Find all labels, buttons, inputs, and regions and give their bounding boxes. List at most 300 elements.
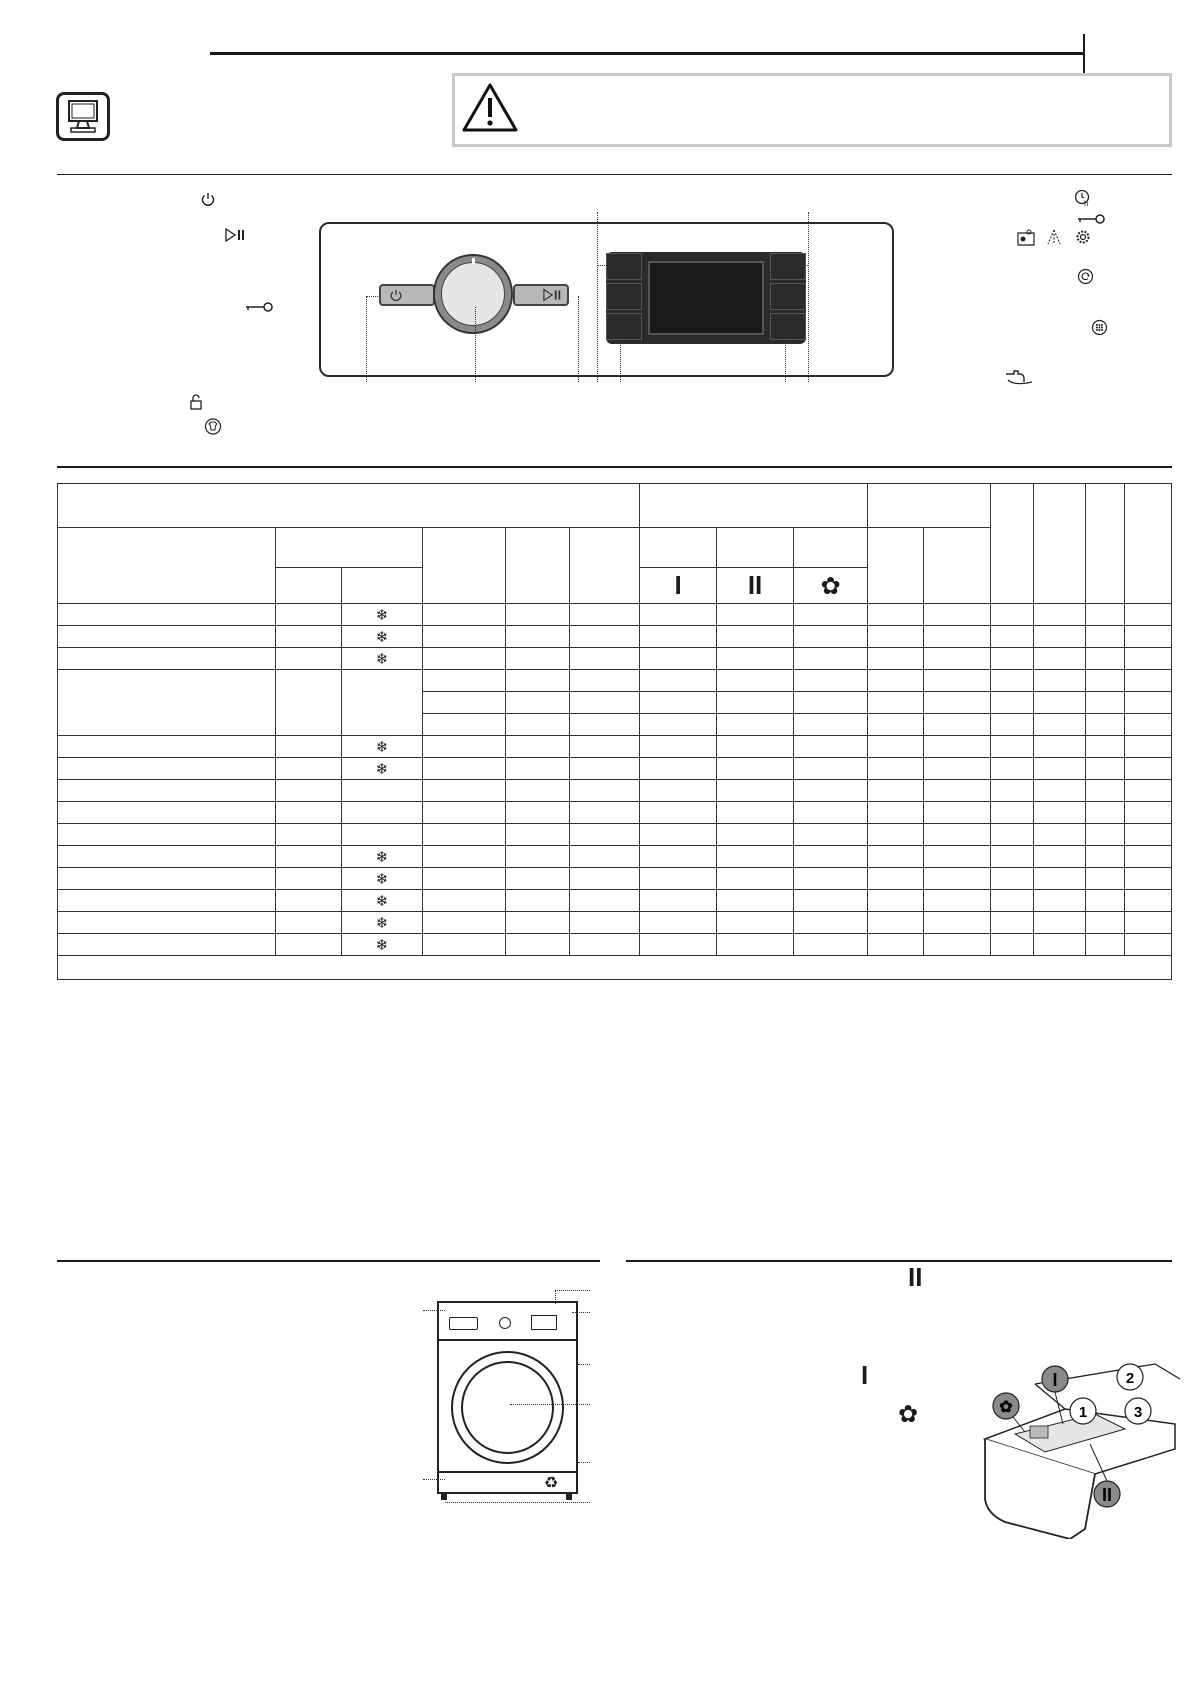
table-cell: ❄ — [342, 736, 423, 758]
table-cell — [1125, 714, 1172, 736]
table-cell — [640, 648, 717, 670]
table-cell — [794, 692, 868, 714]
table-cell — [794, 890, 868, 912]
table-header-cell — [1086, 484, 1125, 604]
machine-display — [531, 1315, 557, 1330]
table-cell — [640, 758, 717, 780]
table-cell — [570, 846, 640, 868]
table-cell — [868, 934, 924, 956]
table-cell — [1086, 714, 1125, 736]
table-cell — [342, 802, 423, 824]
table-cell — [868, 802, 924, 824]
table-cell — [342, 780, 423, 802]
leader-line — [445, 1502, 590, 1503]
table-cell — [868, 846, 924, 868]
table-cell — [1086, 758, 1125, 780]
delay-timer-icon — [1074, 189, 1092, 207]
table-cell — [1034, 604, 1086, 626]
table-cell — [868, 758, 924, 780]
table-cell — [570, 736, 640, 758]
table-cell — [717, 846, 794, 868]
table-cell — [794, 780, 868, 802]
leader-line — [510, 1404, 590, 1405]
table-cell — [570, 692, 640, 714]
table-header-cell — [1125, 484, 1172, 604]
table-cell — [794, 934, 868, 956]
leader-line — [578, 1364, 590, 1365]
table-cell — [868, 868, 924, 890]
table-header-cell — [58, 484, 640, 528]
leader-line — [366, 296, 367, 382]
table-cell — [924, 934, 991, 956]
warning-triangle-icon — [461, 82, 519, 134]
drawer-callout-num-2: 2 — [1125, 1370, 1135, 1387]
leader-line — [800, 265, 808, 266]
program-name-cell — [58, 802, 276, 824]
table-cell — [423, 626, 506, 648]
table-cell: ❄ — [342, 912, 423, 934]
table-cell: ❄ — [342, 626, 423, 648]
table-cell — [570, 802, 640, 824]
table-cell — [1034, 758, 1086, 780]
table-cell — [717, 824, 794, 846]
table-cell — [506, 846, 570, 868]
table-cell — [506, 780, 570, 802]
table-cell — [423, 670, 506, 692]
table-cell — [640, 626, 717, 648]
leader-line — [597, 265, 607, 266]
table-cell — [794, 648, 868, 670]
table-header-cell — [570, 528, 640, 604]
table-cell — [1086, 736, 1125, 758]
leader-line — [572, 1312, 590, 1313]
table-cell — [570, 758, 640, 780]
table-cell — [1086, 670, 1125, 692]
table-cell — [1086, 626, 1125, 648]
door-glass — [461, 1361, 554, 1454]
table-cell — [640, 802, 717, 824]
table-cell: ❄ — [342, 604, 423, 626]
program-name-cell — [58, 846, 276, 868]
table-header-cell — [924, 528, 991, 604]
key-icon — [245, 301, 273, 313]
program-name-cell — [58, 890, 276, 912]
compartment-header-1: I — [640, 568, 717, 604]
stain-icon — [1016, 229, 1036, 246]
drawer-callout-2: II — [1101, 1485, 1113, 1505]
label-compartment-1: I — [861, 1360, 869, 1390]
program-name-cell — [58, 604, 276, 626]
table-cell — [924, 604, 991, 626]
table-cell — [717, 714, 794, 736]
table-cell — [991, 934, 1034, 956]
table-cell — [276, 648, 342, 670]
display-button-right-3[interactable] — [770, 313, 806, 340]
table-cell — [991, 802, 1034, 824]
machine-door — [451, 1351, 564, 1464]
leader-line — [808, 212, 809, 382]
table-cell — [991, 604, 1034, 626]
table-header-cell — [342, 568, 423, 604]
leader-line — [785, 340, 786, 382]
shirt-refresh-icon — [204, 418, 222, 435]
table-footer-row — [58, 956, 1172, 980]
section-rule-2 — [57, 466, 1172, 468]
table-cell — [570, 626, 640, 648]
table-cell — [570, 670, 640, 692]
table-cell — [342, 670, 423, 736]
program-name-cell — [58, 736, 276, 758]
table-cell — [276, 626, 342, 648]
table-cell — [276, 802, 342, 824]
power-icon — [200, 191, 216, 207]
table-cell — [506, 890, 570, 912]
table-cell — [423, 824, 506, 846]
table-cell — [1034, 934, 1086, 956]
power-button[interactable] — [379, 284, 435, 306]
table-row — [58, 604, 1172, 626]
table-footer-cell — [58, 956, 1172, 980]
table-header-row — [58, 484, 1172, 528]
program-name-cell — [58, 626, 276, 648]
table-cell — [1125, 692, 1172, 714]
table-cell — [570, 714, 640, 736]
table-cell — [717, 934, 794, 956]
unlock-icon — [189, 394, 203, 410]
leader-line — [555, 1290, 590, 1291]
drawer-callout-num-3: 3 — [1133, 1404, 1143, 1421]
table-cell — [991, 670, 1034, 692]
table-cell — [1086, 846, 1125, 868]
table-cell — [1034, 626, 1086, 648]
table-cell — [794, 736, 868, 758]
table-cell — [868, 824, 924, 846]
gear-icon — [1075, 229, 1091, 245]
table-cell — [924, 626, 991, 648]
table-cell — [794, 824, 868, 846]
table-cell — [423, 714, 506, 736]
table-cell — [506, 714, 570, 736]
table-cell — [506, 934, 570, 956]
table-cell — [506, 604, 570, 626]
display-button-left-3[interactable] — [606, 313, 642, 340]
table-cell — [1125, 868, 1172, 890]
table-cell — [794, 604, 868, 626]
table-cell — [1034, 736, 1086, 758]
table-cell — [423, 604, 506, 626]
table-cell — [276, 934, 342, 956]
water-tap-icon — [1004, 368, 1034, 388]
table-cell — [868, 626, 924, 648]
table-cell — [640, 890, 717, 912]
table-cell — [868, 890, 924, 912]
key-icon — [1077, 213, 1105, 225]
leader-line — [578, 296, 579, 382]
table-cell: ❄ — [342, 934, 423, 956]
table-cell — [570, 868, 640, 890]
program-name-cell — [58, 824, 276, 846]
table-cell — [640, 604, 717, 626]
table-cell — [506, 912, 570, 934]
recycle-icon: ♻ — [543, 1473, 559, 1492]
compartment-header-softener: ✿ — [794, 568, 868, 604]
leader-line — [578, 1462, 590, 1463]
table-cell — [506, 802, 570, 824]
table-cell — [717, 604, 794, 626]
table-cell — [1086, 604, 1125, 626]
table-cell — [640, 846, 717, 868]
table-header-cell — [794, 528, 868, 568]
table-cell — [423, 802, 506, 824]
display-button-left-2[interactable] — [606, 283, 642, 310]
drawer-callout-softener: ✿ — [999, 1399, 1013, 1416]
table-header-cell — [640, 528, 717, 568]
table-cell — [1034, 912, 1086, 934]
program-name-cell — [58, 670, 276, 736]
table-cell — [1086, 648, 1125, 670]
compartment-header-2: II — [717, 568, 794, 604]
table-cell — [570, 890, 640, 912]
table-cell — [506, 670, 570, 692]
detergent-drawer-diagram — [975, 1354, 1180, 1539]
table-cell — [794, 912, 868, 934]
table-cell — [423, 648, 506, 670]
table-cell: ❄ — [342, 648, 423, 670]
table-row — [58, 780, 1172, 802]
table-cell — [924, 714, 991, 736]
table-cell — [868, 670, 924, 692]
table-header-cell — [276, 568, 342, 604]
table-cell — [1125, 670, 1172, 692]
table-header-cell — [423, 528, 506, 604]
table-cell — [794, 868, 868, 890]
table-cell: ❄ — [342, 868, 423, 890]
table-cell — [1086, 868, 1125, 890]
table-row — [58, 912, 1172, 934]
table-cell — [991, 890, 1034, 912]
start-pause-icon — [543, 288, 563, 302]
table-row — [58, 934, 1172, 956]
machine-foot-left — [441, 1494, 447, 1500]
grid-icon — [1091, 319, 1108, 336]
table-cell — [1034, 846, 1086, 868]
table-cell — [1125, 890, 1172, 912]
table-cell — [640, 670, 717, 692]
table-row — [58, 868, 1172, 890]
table-cell — [276, 868, 342, 890]
drawer-callout-1: I — [1052, 1370, 1058, 1390]
table-cell — [717, 736, 794, 758]
table-cell — [423, 736, 506, 758]
table-cell — [991, 824, 1034, 846]
table-row — [58, 670, 1172, 692]
rinse-icon — [1046, 228, 1062, 246]
label-softener: ✿ — [898, 1400, 919, 1428]
table-cell — [1034, 868, 1086, 890]
machine-panel-line — [439, 1339, 576, 1341]
table-cell — [1034, 714, 1086, 736]
program-name-cell — [58, 912, 276, 934]
table-row — [58, 626, 1172, 648]
program-name-cell — [58, 648, 276, 670]
table-cell — [276, 824, 342, 846]
table-cell — [1086, 890, 1125, 912]
table-cell — [1125, 824, 1172, 846]
table-header-cell — [868, 484, 991, 528]
table-cell — [1034, 824, 1086, 846]
table-header-cell — [276, 528, 423, 568]
table-cell — [1034, 890, 1086, 912]
table-cell — [570, 912, 640, 934]
label-compartment-2: II — [908, 1262, 923, 1292]
table-cell — [640, 714, 717, 736]
table-cell — [1125, 780, 1172, 802]
table-cell — [276, 846, 342, 868]
section-rule-3 — [57, 1260, 600, 1262]
table-header-cell — [991, 484, 1034, 604]
warning-box — [452, 73, 1172, 147]
table-cell — [423, 934, 506, 956]
leader-line — [620, 340, 621, 382]
table-cell — [794, 626, 868, 648]
display-screen — [648, 261, 764, 335]
leader-line — [597, 212, 598, 382]
table-header-cell — [868, 528, 924, 604]
start-pause-button[interactable] — [513, 284, 569, 306]
table-row — [58, 824, 1172, 846]
display-button-right-1[interactable] — [770, 253, 806, 280]
monitor-icon — [56, 92, 110, 141]
table-cell — [1086, 692, 1125, 714]
table-cell — [1034, 780, 1086, 802]
svg-text:h: h — [1084, 200, 1089, 207]
table-cell — [1125, 604, 1172, 626]
table-cell — [570, 780, 640, 802]
program-dial[interactable] — [433, 254, 513, 334]
display-button-right-2[interactable] — [770, 283, 806, 310]
table-cell — [506, 868, 570, 890]
table-cell — [1086, 824, 1125, 846]
table-cell — [1086, 780, 1125, 802]
table-cell — [506, 648, 570, 670]
table-cell — [276, 912, 342, 934]
leader-line — [555, 1290, 556, 1304]
table-cell — [640, 736, 717, 758]
table-cell — [991, 692, 1034, 714]
table-cell — [717, 758, 794, 780]
table-cell — [506, 824, 570, 846]
table-cell — [423, 692, 506, 714]
table-cell — [506, 758, 570, 780]
table-cell — [1125, 626, 1172, 648]
table-cell — [1125, 802, 1172, 824]
table-cell: ❄ — [342, 758, 423, 780]
table-cell — [506, 736, 570, 758]
detergent-drawer — [449, 1317, 478, 1330]
table-cell — [1125, 758, 1172, 780]
table-cell — [717, 692, 794, 714]
table-cell — [868, 648, 924, 670]
table-cell — [991, 648, 1034, 670]
table-cell — [991, 846, 1034, 868]
table-cell — [717, 780, 794, 802]
table-cell — [717, 626, 794, 648]
table-cell — [276, 758, 342, 780]
table-cell — [991, 868, 1034, 890]
table-cell — [423, 890, 506, 912]
table-cell — [423, 868, 506, 890]
table-row — [58, 890, 1172, 912]
table-cell — [1034, 692, 1086, 714]
table-cell — [868, 912, 924, 934]
table-cell — [924, 802, 991, 824]
table-cell — [276, 670, 342, 736]
display-button-left-1[interactable] — [606, 253, 642, 280]
top-rule — [210, 52, 1085, 55]
table-cell — [924, 780, 991, 802]
table-row — [58, 758, 1172, 780]
table-cell — [868, 714, 924, 736]
table-cell — [717, 670, 794, 692]
table-row — [58, 736, 1172, 758]
leader-line — [423, 1479, 445, 1480]
section-rule-1 — [57, 174, 1172, 175]
table-cell — [868, 736, 924, 758]
section-rule-4 — [626, 1260, 1172, 1262]
machine-foot-right — [566, 1494, 572, 1500]
table-cell — [991, 626, 1034, 648]
program-name-cell — [58, 868, 276, 890]
table-cell — [423, 912, 506, 934]
table-cell — [794, 670, 868, 692]
table-row — [58, 802, 1172, 824]
table-cell — [423, 846, 506, 868]
table-cell — [717, 868, 794, 890]
table-header-cell — [640, 484, 868, 528]
table-cell — [570, 648, 640, 670]
table-cell — [924, 890, 991, 912]
table-header-cell — [58, 528, 276, 604]
program-name-cell — [58, 934, 276, 956]
table-cell — [640, 868, 717, 890]
top-rule-tick — [1083, 34, 1085, 74]
table-cell — [924, 868, 991, 890]
table-header-cell — [1034, 484, 1086, 604]
table-cell — [924, 912, 991, 934]
table-row — [58, 846, 1172, 868]
table-cell — [640, 692, 717, 714]
table-cell — [276, 604, 342, 626]
table-cell — [717, 648, 794, 670]
table-cell — [1125, 912, 1172, 934]
table-cell — [570, 824, 640, 846]
table-cell — [924, 670, 991, 692]
table-cell — [640, 912, 717, 934]
table-cell — [1034, 670, 1086, 692]
table-cell — [868, 780, 924, 802]
table-cell — [924, 692, 991, 714]
dial-knob — [441, 262, 505, 326]
table-cell — [1125, 648, 1172, 670]
table-cell — [924, 846, 991, 868]
table-cell: ❄ — [342, 890, 423, 912]
dial-marker — [472, 258, 475, 264]
table-cell — [640, 934, 717, 956]
table-cell — [1034, 648, 1086, 670]
program-name-cell — [58, 758, 276, 780]
table-cell — [506, 692, 570, 714]
table-cell — [717, 890, 794, 912]
